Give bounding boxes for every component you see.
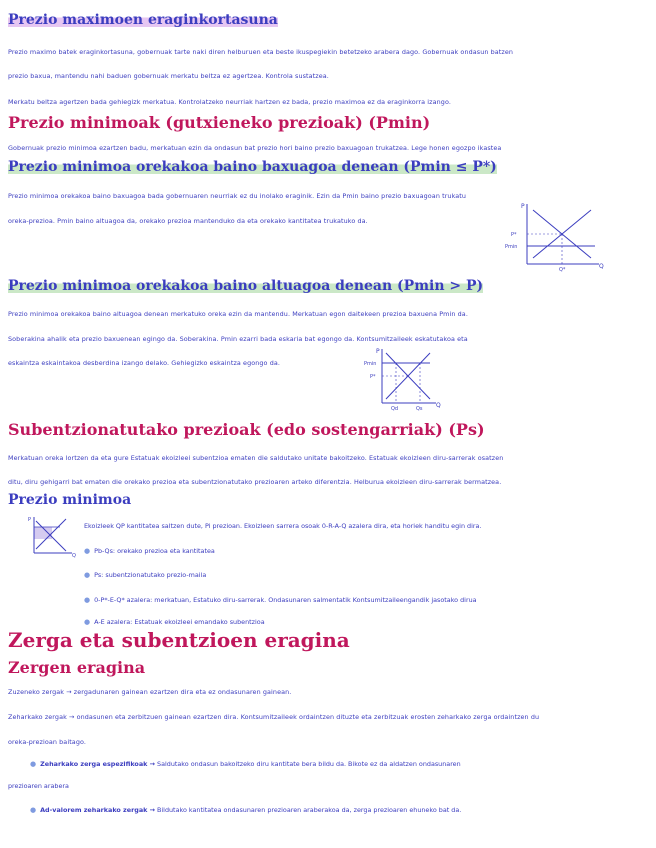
bullet-lead: Zeharkako zerga espezifikoak → (40, 760, 155, 768)
paragraph-s1-1: Prezio maximo batek eraginkortasuna, gobernuak tarte naki diren helburuen eta beste ikuspegiekin betetzeko arabera dago. Gobernuak ondasun batzen (8, 48, 514, 56)
heading-pmin-altuagoa (8, 278, 483, 294)
bullet-lead: Ad-valorem zeharkako zergak → (40, 806, 155, 814)
paragraph-s4-1: Prezio minimoa orekakoa baino altuagoa denean merkatuko oreka ezin da mantendu. Merkatuan egon daitekeen prezioa baxuena Pmin da. (8, 310, 468, 318)
bullet-b2 (84, 571, 206, 579)
qs-label: Qs (416, 406, 423, 412)
heading-prezio-minimoak: Prezio minimoak (gutxieneko prezioak) (Pmin) (8, 113, 431, 132)
bullet-text: A-E azalera: Estatuak ekoizleei emandako subentzioa (94, 618, 265, 626)
paragraph-s8-2: Zeharkako zergak → ondasunen eta zerbitzuen gainean ezartzen dira. Kontsumitzaileek ordaintzen dituzte eta zerbitzuak erosten zeharkako zerga ordaintzen du (8, 713, 540, 721)
bullet-text: Pb-Qs: orekako prezioa eta kantitatea (94, 547, 215, 555)
paragraph-s3-2: oreka-prezioa. Pmin baino altuagoa da, orekako prezioa mantenduko da eta orekako kantitatea trukatuko da. (8, 217, 368, 225)
q-label: Q (72, 553, 76, 559)
paragraph-s5-2: ditu, diru gehigarri bat ematen die orekako prezioa eta subentzionatutako prezioaren arteko diferentzia. Helburua ekoizleen diru-sarrerak bermatzea. (8, 478, 502, 486)
paragraph-s1-2: prezio baxua, mantendu nahi baduen gobernuak merkatu beltza ez agertzea. Kontrola sustatzea. (8, 72, 329, 80)
pmin-label: Pmin (364, 361, 377, 367)
pstar-label: P* (511, 232, 517, 238)
bullet-zerga-espezifikoa (30, 760, 640, 768)
paragraph-s8-1: Zuzeneko zergak → zergadunaren gainean ezartzen dira eta ez ondasunaren gainean. (8, 688, 292, 696)
heading-zergen-eragina: Zergen eragina (8, 658, 146, 677)
paragraph-s5-1: Merkatuan oreka lortzen da eta gure Estatuak ekoizleei subentzioa ematen die saldutako unitate bakoitzeko. Estatuak ekoizleen diru-sarrerak osatzen (8, 454, 504, 462)
paragraph-s4-2: Soberakina ahalik eta prezio baxuenean egingo da. Soberakina. Pmin ezarri bada eskaria bat egongo da. Kontsumitzaileek eskatutakoa eta (8, 335, 468, 343)
paragraph-s4-3: eskaintza eskaintakoa desberdina izango delako. Gehiegizko eskaintza egongo da. (8, 359, 280, 367)
paragraph-s8-3: oreka-prezioan baitago. (8, 738, 87, 746)
qd-label: Qd (391, 406, 399, 412)
heading-zerga-subentzio: Zerga eta subentzioen eragina (8, 628, 350, 652)
pmin-label: Pmin (505, 244, 518, 250)
subsidy-area (34, 527, 52, 539)
paragraph-s3-1: Prezio minimoa orekakoa baino baxuagoa bada gobernuaren neurriak ez du inolako eraginik. Ezin da Pmin baino prezio baxuagoan trukatu (8, 192, 467, 200)
bullet-b1 (84, 547, 215, 555)
p-label: P (28, 517, 32, 523)
paragraph-s2-1: Gobernuak prezio minimoa ezartzen badu, merkatuan ezin da ondasun bat prezio hori baino prezio baxuagoan trukatzea. Lege honen egozpo ikastea (8, 144, 502, 152)
pstar-label: P* (370, 374, 376, 380)
heading-prezio-maximoen (8, 12, 278, 28)
heading-text: Prezio minimoa orekakoa baino altuagoa denean (Pmin > P) (8, 278, 484, 294)
p-label: P (521, 203, 525, 210)
bullet-ad-valorem (30, 806, 640, 814)
bullet-text: Bildutako kantitatea ondasunaren prezioaren araberakoa da, zerga prezioaren ehuneko bat da. (157, 806, 462, 814)
qstar-label: Q* (559, 267, 566, 272)
heading-prezio-minimoa: Prezio minimoa (8, 492, 132, 508)
q-label: Q (599, 263, 604, 270)
heading-text: Prezio minimoa orekakoa baino baxuagoa denean (Pmin ≤ P*) (8, 159, 497, 175)
heading-subentzionatutako: Subentzionatutako prezioak (edo sostengarriak) (Ps) (8, 420, 485, 439)
graph-pmin-below (505, 200, 605, 272)
bullet-text: 0-P*-E-Q* azalera: merkatuan, Estatuko diru-sarrerak. Ondasunaren salmentatik Kontsumitzaileengandik jasotako dirua (94, 596, 477, 604)
graph-subsidy (26, 515, 78, 559)
heading-pmin-baxuagoa (8, 159, 497, 175)
bullet-text: Saldutako ondasun bakoitzeko diru kantitate bera bildu da. Bikote ez da aldatzen ondasunaren (157, 760, 461, 768)
bullet-text: Ps: subentzionatutako prezio-maila (94, 571, 207, 579)
subsidy-description: Ekoizleek QP kantitatea saltzen dute, Pi prezioan. Ekoizleen sarrera osoak 0-R-A-Q azalera dira, eta horiek handitu egin dira. (84, 522, 482, 530)
bullet-b4 (84, 618, 265, 626)
bullet-b3 (84, 596, 477, 604)
heading-text: Prezio maximoen eraginkortasuna (8, 12, 278, 28)
p-label: P (376, 348, 380, 355)
graph-pmin-above (364, 345, 444, 413)
paragraph-s1-3: Merkatu beltza agertzen bada gehiegizk merkatua. Kontrolatzeko neurriak hartzen ez bada, prezio maximoa ez da eraginkorra izango. (8, 98, 451, 106)
bullet-continuation: prezioaren arabera (8, 782, 69, 790)
q-label: Q (436, 402, 441, 409)
